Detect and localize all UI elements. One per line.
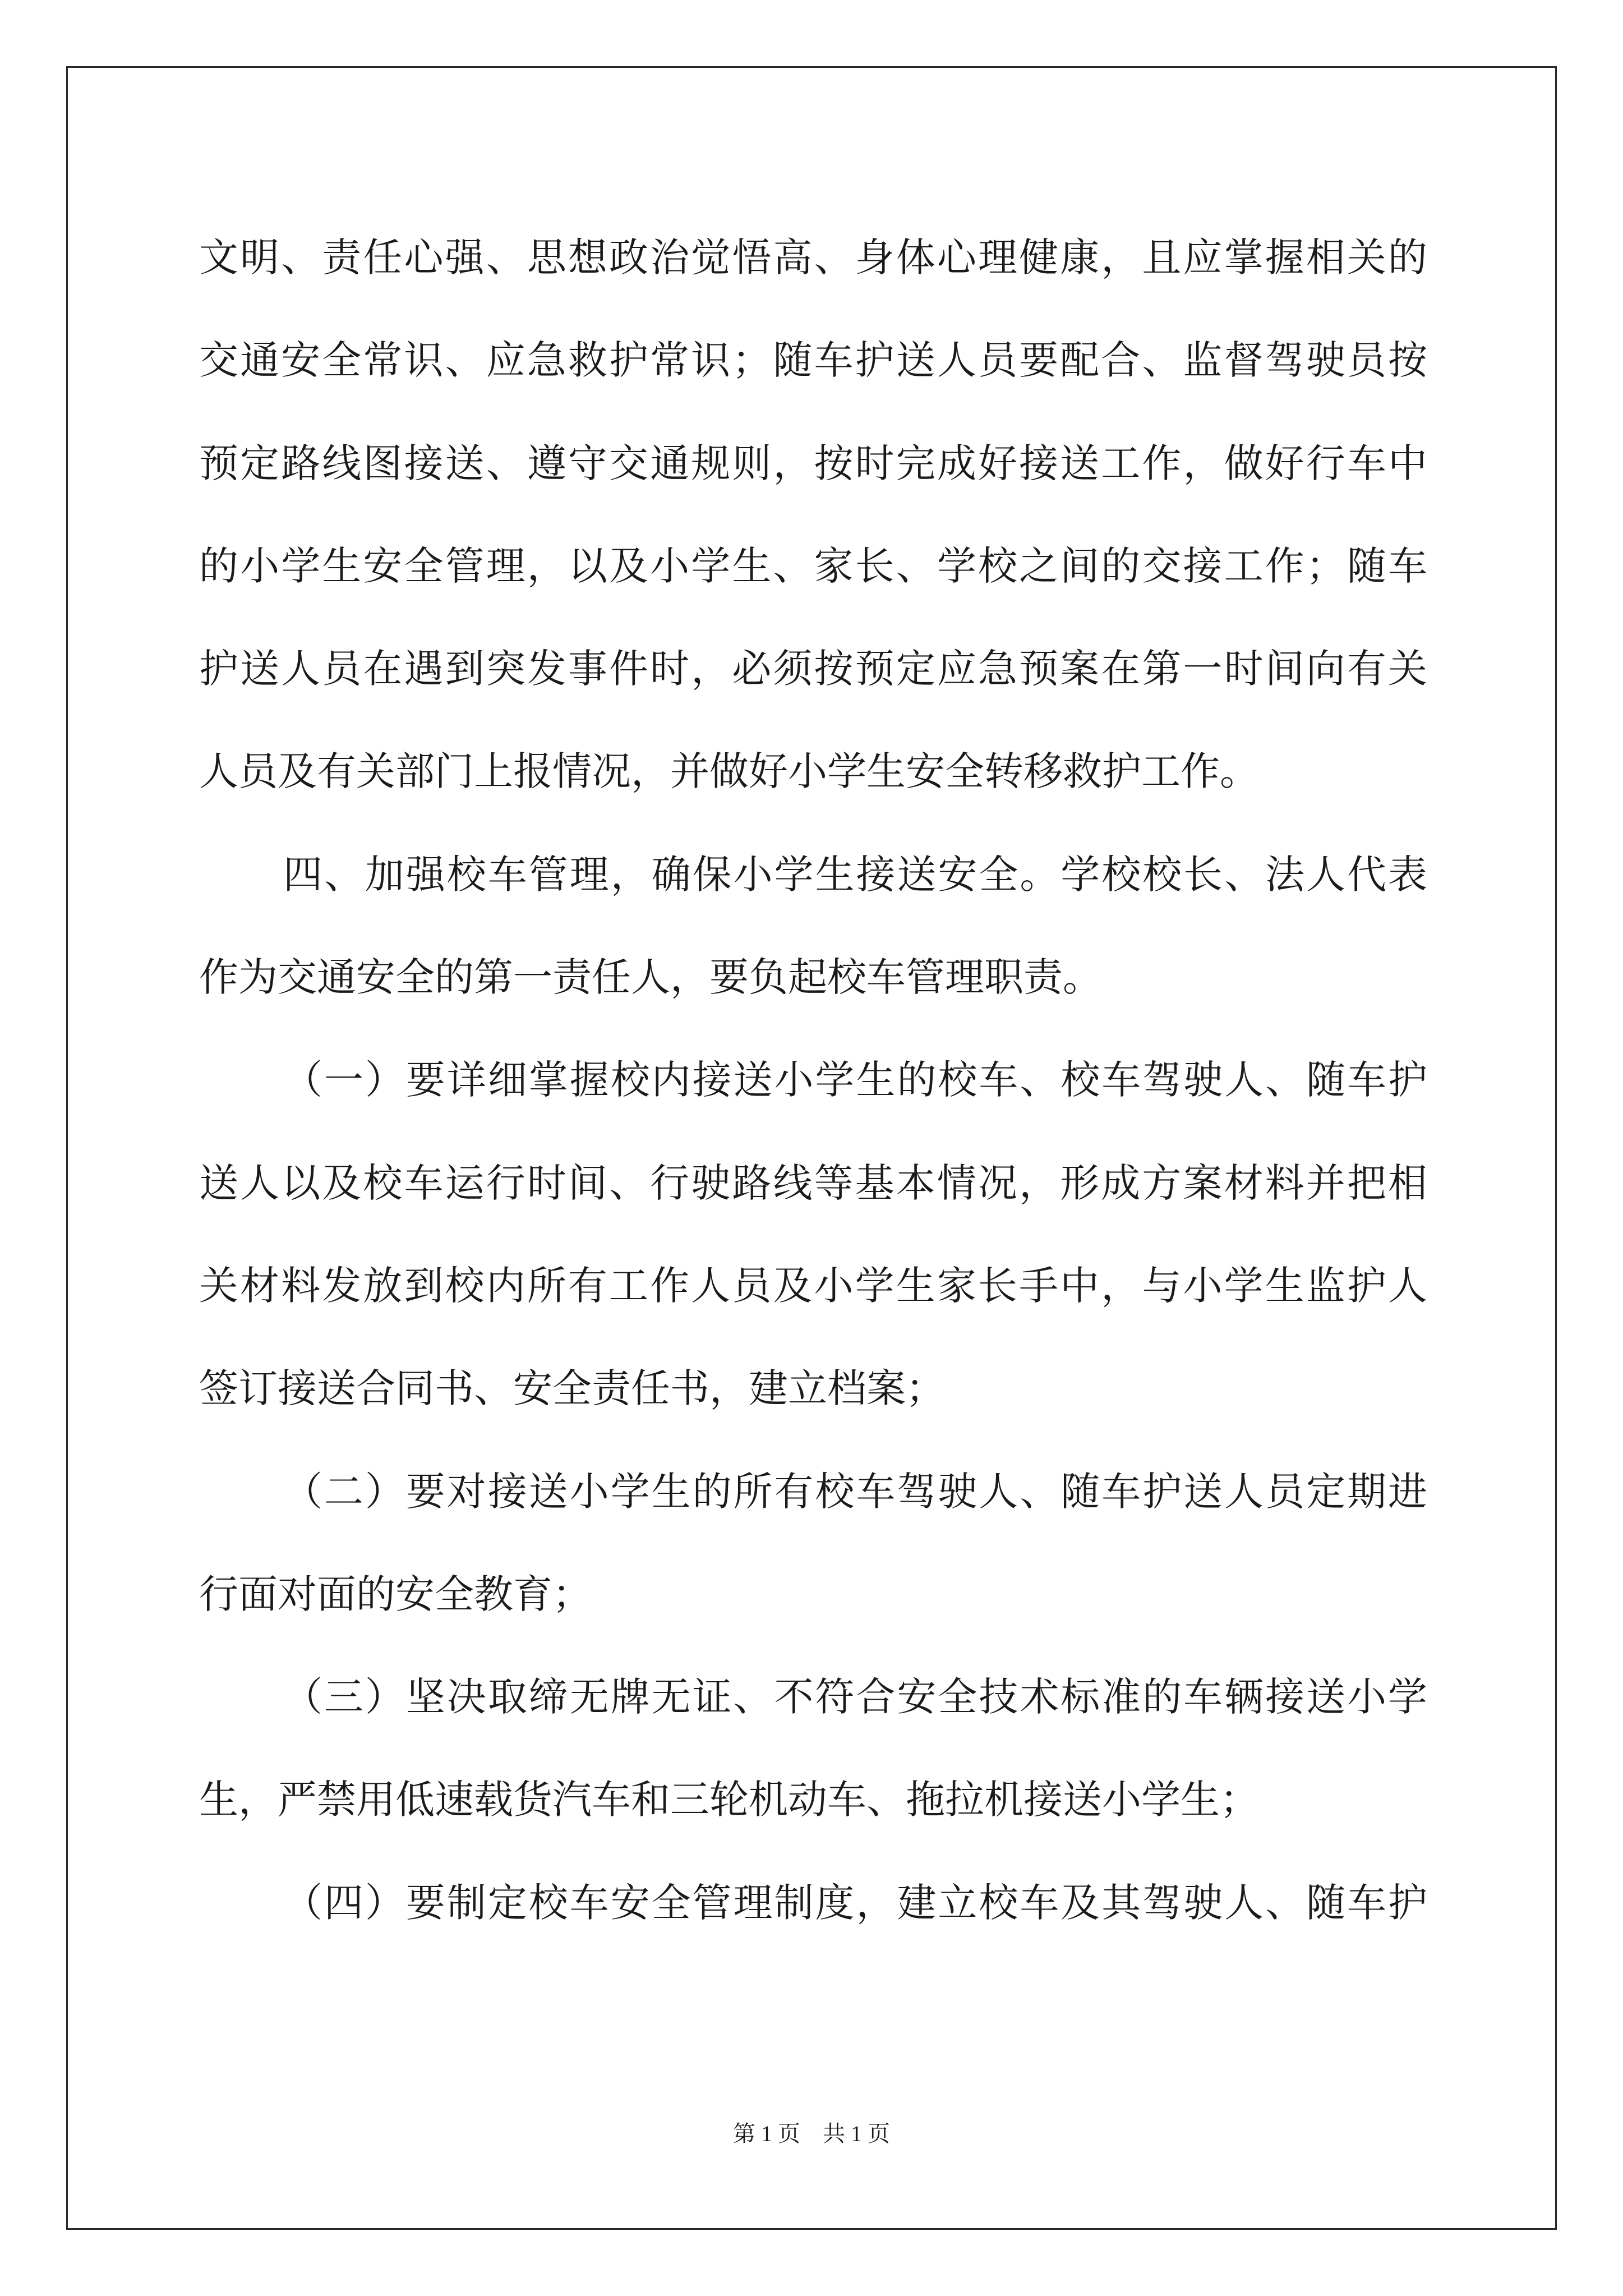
text-line: 护送人员在遇到突发事件时，必须按预定应急预案在第一时间向有关 — [199, 646, 1427, 692]
text-line: （四）要制定校车安全管理制度，建立校车及其驾驶人、随车护 — [283, 1879, 1427, 1926]
text-line: 生，严禁用低速载货汽车和三轮机动车、拖拉机接送小学生； — [199, 1777, 1259, 1823]
page-number-footer: 第 1 页 共 1 页 — [733, 2121, 890, 2146]
text-line: 人员及有关部门上报情况，并做好小学生安全转移救护工作。 — [199, 748, 1259, 795]
text-line: 四、加强校车管理，确保小学生接送安全。学校校长、法人代表 — [283, 851, 1427, 898]
text-line: 交通安全常识、应急救护常识；随车护送人员要配合、监督驾驶员按 — [199, 337, 1427, 384]
text-line: （三）坚决取缔无牌无证、不符合安全技术标准的车辆接送小学 — [283, 1674, 1427, 1720]
text-line: 行面对面的安全教育； — [199, 1571, 592, 1617]
text-line: 送人以及校车运行时间、行驶路线等基本情况，形成方案材料并把相 — [199, 1159, 1427, 1206]
text-line: 的小学生安全管理，以及小学生、家长、学校之间的交接工作；随车 — [199, 542, 1427, 589]
text-line: 预定路线图接送、遵守交通规则，按时完成好接送工作，做好行车中 — [199, 440, 1427, 486]
text-line: （一）要详细掌握校内接送小学生的校车、校车驾驶人、随车护 — [283, 1057, 1427, 1103]
text-line: 作为交通安全的第一责任人，要负起校车管理职责。 — [199, 954, 1102, 1001]
text-line: 签订接送合同书、安全责任书，建立档案； — [199, 1365, 945, 1412]
text-line: 文明、责任心强、思想政治觉悟高、身体心理健康，且应掌握相关的 — [199, 234, 1427, 280]
document-body — [199, 206, 1427, 1954]
text-line: 关材料发放到校内所有工作人员及小学生家长手中，与小学生监护人 — [199, 1262, 1427, 1309]
text-line: （二）要对接送小学生的所有校车驾驶人、随车护送人员定期进 — [283, 1468, 1427, 1515]
